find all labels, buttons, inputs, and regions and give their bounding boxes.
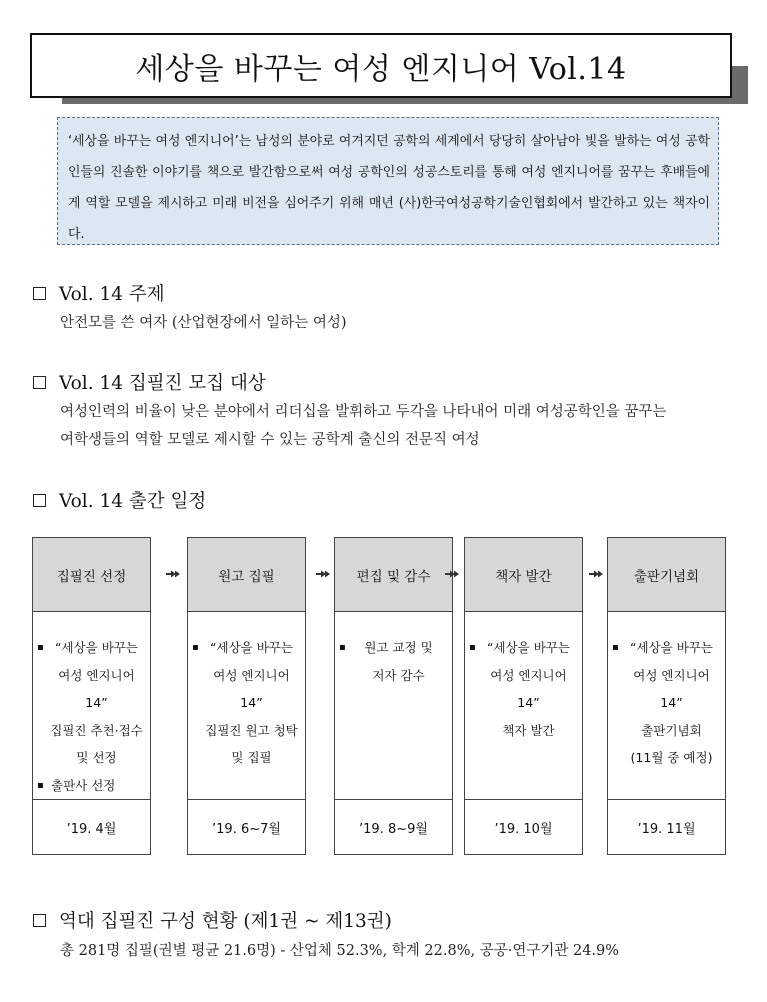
stage-item-text: “세상을 바꾸는 여성 엔지니어 14” 집필진 원고 청탁 및 집필 [205,640,298,765]
stage-date: ’19. 10월 [494,821,553,837]
bullet-icon: ▪ [192,642,199,653]
stage-item [37,634,146,772]
stage-item [37,772,146,800]
stage-title: 원고 집필 [188,538,305,612]
stage-item [339,634,448,689]
empty-checkbox-icon [33,287,46,300]
stage-date: ’19. 11월 [637,821,696,837]
bullet-icon: ▪ [37,779,44,791]
stage-title: 편집 및 감수 [335,538,452,612]
double-arrow-right-icon [588,570,604,578]
empty-checkbox-icon [33,376,46,389]
schedule-stage-1 [32,537,151,855]
double-arrow-right-icon [315,570,331,578]
section-heading-history [33,907,392,933]
stage-item-text: “세상을 바꾸는 여성 엔지니어 14” 출판기념회 (11월 중 예정) [630,640,713,765]
stage-item-text: 원고 교정 및 저자 감수 [364,640,433,683]
empty-checkbox-icon [33,914,46,927]
section-body-history [60,937,619,965]
bullet-icon: ▪ [37,642,44,653]
section-heading-topic [33,280,165,306]
section-heading-text: Vol. 14 출간 일정 [59,491,207,512]
stage-title: 책자 발간 [465,538,582,612]
stage-item-text: 출판사 선정 [51,777,116,793]
stage-body [465,612,582,800]
section-line: 안전모를 쓴 여자 (산업현장에서 일하는 여성) [60,315,347,331]
bullet-icon: ▪ [469,642,476,653]
bullet-icon: ▪ [339,642,346,653]
section-heading-schedule [33,487,206,513]
section-heading-text: 역대 집필진 구성 현황 (제1권 ~ 제13권) [59,911,392,932]
intro-box [57,117,719,245]
stage-item-text: “세상을 바꾸는 여성 엔지니어 14” 집필진 추천·접수 및 선정 [50,640,143,765]
stage-body [33,612,150,800]
section-line: 여학생들의 역할 모델로 제시할 수 있는 공학계 출신의 전문직 여성 [60,432,480,448]
double-arrow-right-icon [165,570,181,578]
double-arrow-right-icon [444,570,460,578]
page-title: 세상을 바꾸는 여성 엔지니어 Vol.14 [135,51,627,87]
section-body-topic [60,309,346,337]
stage-title: 출판기념회 [608,538,725,612]
stage-body [608,612,725,800]
section-line: 여성인력의 비율이 낮은 분야에서 리더십을 발휘하고 두각을 나타내어 미래 여성공학인을 꿈꾸는 [60,404,667,420]
schedule-stage-5 [607,537,726,855]
section-heading-text: Vol. 14 집필진 모집 대상 [59,373,266,394]
stage-date: ’19. 6~7월 [212,821,281,837]
stage-date: ’19. 8~9월 [359,821,428,837]
stage-item-text: “세상을 바꾸는 여성 엔지니어 14” 책자 발간 [487,640,570,738]
schedule-stage-3 [334,537,453,855]
stage-item [192,634,301,772]
stage-date: ’19. 4월 [66,821,117,837]
section-line: 총 281명 집필(권별 평균 21.6명) - 산업체 52.3%, 학계 22.8%, 공공·연구기관 24.9% [60,943,620,959]
stage-body [335,612,452,800]
section-heading-text: Vol. 14 주제 [59,284,165,305]
title-box [30,33,732,98]
stage-body [188,612,305,800]
stage-item [469,634,578,744]
intro-text: ‘세상을 바꾸는 여성 엔지니어’는 남성의 분야로 여겨지던 공학의 세계에서 당당히 살아남아 빛을 발하는 여성 공학인들의 진솔한 이야기를 책으로 발간함으로써 여성 공학인의 성공스토리를 통해 여성 엔지니어를 꿈꾸는 후배들에게 역할 모델을 제시하고 미래 비전을 심어주기 위해 매년 (사)한국여성공학기술인협회에서 발간하고 있는 책자이다. [68,134,710,242]
schedule-stage-4 [464,537,583,855]
stage-title: 집필진 선정 [33,538,150,612]
section-body-target [60,398,666,454]
section-heading-target [33,369,266,395]
bullet-icon: ▪ [612,642,619,653]
stage-item [612,634,721,772]
schedule-stage-2 [187,537,306,855]
empty-checkbox-icon [33,494,46,507]
